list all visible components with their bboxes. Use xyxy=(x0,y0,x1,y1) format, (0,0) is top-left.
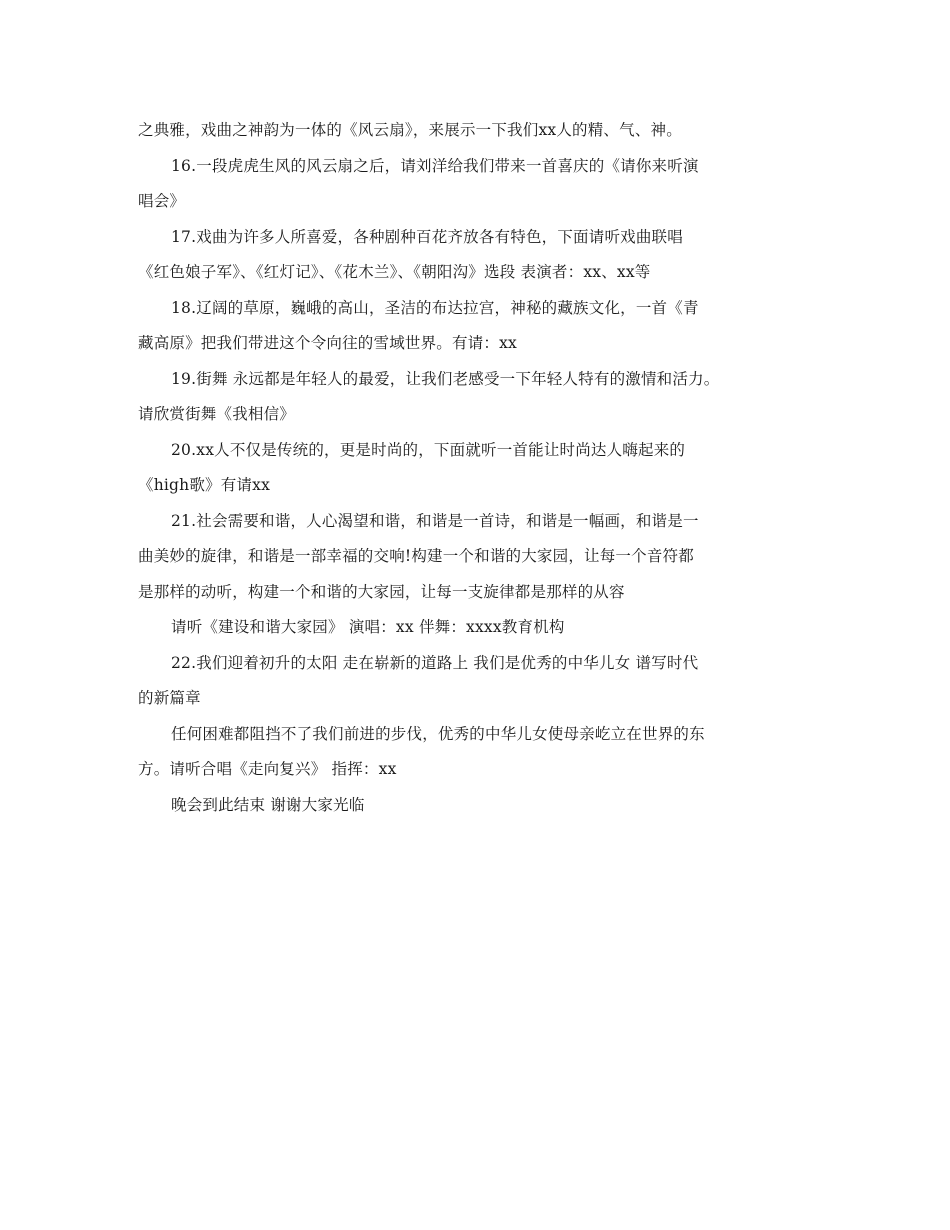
text-line: 方。请听合唱《走向复兴》 指挥：xx xyxy=(138,760,397,778)
text-line: 请欣赏街舞《我相信》 xyxy=(138,405,296,423)
text-line: 17.戏曲为许多人所喜爱，各种剧种百花齐放各有特色，下面请听戏曲联唱 xyxy=(171,227,683,246)
text-line: 16.一段虎虎生风的风云扇之后，请刘洋给我们带来一首喜庆的《请你来听演 xyxy=(171,156,699,175)
text-line: 唱会》 xyxy=(138,192,186,210)
text-line: 之典雅，戏曲之神韵为一体的《风云扇》，来展示一下我们xx人的精、气、神。 xyxy=(138,121,682,139)
text-line: 的新篇章 xyxy=(138,689,201,707)
program-text-body xyxy=(138,113,814,823)
text-line: 是那样的动听，构建一个和谐的大家园，让每一支旋律都是那样的从容 xyxy=(138,582,625,601)
text-line: 任何困难都阻挡不了我们前进的步伐，优秀的中华儿女使母亲屹立在世界的东 xyxy=(171,724,705,743)
text-line: 藏高原》把我们带进这个令向往的雪域世界。有请：xx xyxy=(138,334,517,352)
text-line: 《红色娘子军》、《红灯记》、《花木兰》、《朝阳沟》选段 表演者：xx、xx等 xyxy=(138,263,651,281)
text-line: 21.社会需要和谐，人心渴望和谐，和谐是一首诗，和谐是一幅画，和谐是一 xyxy=(171,511,699,530)
text-line: 19.街舞 永远都是年轻人的最爱，让我们老感受一下年轻人特有的激情和活力。 xyxy=(171,369,720,388)
text-line: 《high歌》有请xx xyxy=(138,476,271,494)
text-line: 20.xx人不仅是传统的，更是时尚的，下面就听一首能让时尚达人嗨起来的 xyxy=(171,440,686,459)
text-line: 22.我们迎着初升的太阳 走在崭新的道路上 我们是优秀的中华儿女 谱写时代 xyxy=(171,653,699,672)
text-line: 曲美妙的旋律，和谐是一部幸福的交响!构建一个和谐的大家园，让每一个音符都 xyxy=(138,547,694,565)
text-line: 晚会到此结束 谢谢大家光临 xyxy=(171,795,365,814)
text-line: 请听《建设和谐大家园》 演唱：xx 伴舞：xxxx教育机构 xyxy=(171,618,565,636)
text-line: 18.辽阔的草原，巍峨的高山，圣洁的布达拉宫，神秘的藏族文化，一首《青 xyxy=(171,298,699,317)
